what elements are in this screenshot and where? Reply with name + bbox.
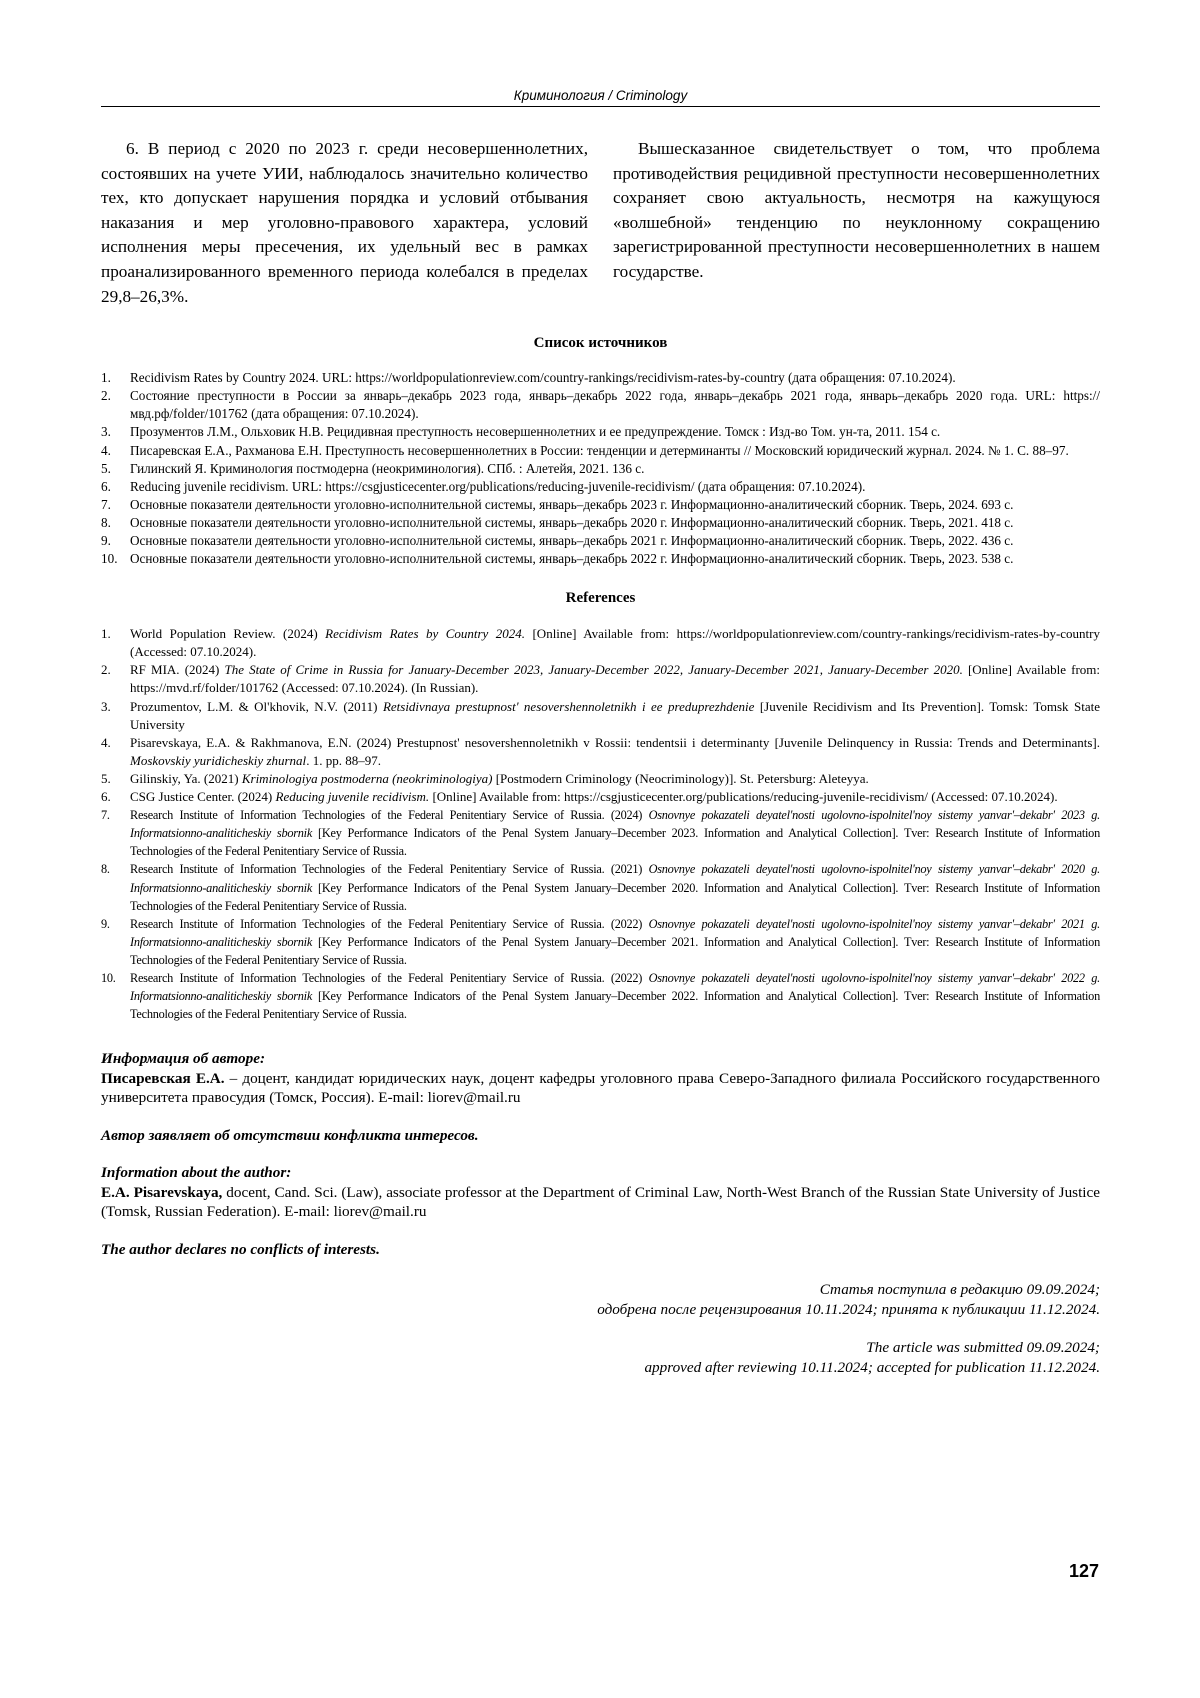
list-item xyxy=(101,423,1100,441)
item-title: Kriminologiya postmoderna (neokriminologiya) xyxy=(242,771,493,786)
item-text: [Juvenile Recidivism and Its Prevention]. Tomsk: Tomsk State University xyxy=(130,699,1100,732)
list-item xyxy=(101,532,1100,550)
list-item xyxy=(101,915,1100,969)
author-info-block xyxy=(101,1049,1100,1259)
dates-en-line1: The article was submitted 09.09.2024; xyxy=(101,1338,1100,1358)
article-dates xyxy=(101,1280,1100,1377)
item-number: 3. xyxy=(101,423,111,441)
list-item xyxy=(101,496,1100,514)
sources-list xyxy=(101,369,1100,568)
references-title: References xyxy=(101,590,1100,607)
item-number: 7. xyxy=(101,806,110,824)
item-number: 10. xyxy=(101,550,117,568)
conflict-statement-ru: Автор заявляет об отсутствии конфликта интересов. xyxy=(101,1126,1100,1146)
item-text: [Key Performance Indicators of the Penal System January–December 2023. Information and Analytical Collection]. Tver: Research Institute of Information Technologies of the Federal Penitentiary Service of Russia. xyxy=(130,826,1100,858)
item-title: Osnovnye pokazateli deyatel'nosti ugolovno-ispolnitel'noy sistemy yanvar'–dekabr' 2023 g. Informatsionno-analiticheskiy sbornik xyxy=(130,808,1100,840)
item-text: Recidivism Rates by Country 2024. URL: https://worldpopulationreview.com/country-rankings/recidivism-rates-by-country (дата обращения: 07.10.2024). xyxy=(130,370,956,385)
page xyxy=(101,88,1100,1377)
author-name-en: E.A. Pisarevskaya, xyxy=(101,1184,222,1201)
item-number: 5. xyxy=(101,460,111,478)
item-text: [Postmodern Criminology (Neocriminology)]. St. Petersburg: Aleteyya. xyxy=(492,771,868,786)
item-text: Основные показатели деятельности уголовно-исполнительной системы, январь–декабрь 2020 г. Информационно-аналитический сборник. Тверь, 2021. 418 с. xyxy=(130,515,1013,530)
item-text: World Population Review. (2024) xyxy=(130,626,325,641)
list-item xyxy=(101,442,1100,460)
item-text: [Key Performance Indicators of the Penal System January–December 2021. Information and Analytical Collection]. Tver: Research Institute of Information Technologies of the Federal Penitentiary Service of Russia. xyxy=(130,935,1100,967)
item-title: Osnovnye pokazateli deyatel'nosti ugolovno-ispolnitel'noy sistemy yanvar'–dekabr' 2021 g. Informatsionno-analiticheskiy sbornik xyxy=(130,917,1100,949)
item-text: [Online] Available from: https://csgjusticecenter.org/publications/reducing-juvenile-recidivism/ (Accessed: 07.10.2024). xyxy=(429,789,1057,804)
item-text: RF MIA. (2024) xyxy=(130,662,225,677)
item-text: CSG Justice Center. (2024) xyxy=(130,789,276,804)
item-number: 6. xyxy=(101,478,111,496)
dates-ru-line1: Статья поступила в редакцию 09.09.2024; xyxy=(101,1280,1100,1300)
list-item xyxy=(101,734,1100,770)
author-info-heading-ru: Информация об авторе: xyxy=(101,1049,1100,1069)
author-details-ru: – доцент, кандидат юридических наук, доцент кафедры уголовного права Северо-Западного филиала Российского государственного университета правосудия (Томск, Россия). E-mail: liorev@mail.ru xyxy=(101,1070,1100,1107)
item-number: 2. xyxy=(101,661,111,679)
item-text: [Online] Available from: https://worldpopulationreview.com/country-rankings/recidivism-rates-by-country (Accessed: 07.10.2024). xyxy=(130,626,1100,659)
running-header: Криминология / Criminology xyxy=(101,88,1100,107)
list-item xyxy=(101,478,1100,496)
item-title: Recidivism Rates by Country 2024. xyxy=(325,626,525,641)
item-text: Research Institute of Information Technologies of the Federal Penitentiary Service of Russia. (2022) xyxy=(130,917,649,931)
author-info-ru xyxy=(101,1069,1100,1108)
list-item xyxy=(101,460,1100,478)
item-text: Прозументов Л.М., Ольховик Н.В. Рецидивная преступность несовершеннолетних и ее предупреждение. Томск : Изд-во Том. ун-та, 2011. 154 с. xyxy=(130,424,940,439)
conflict-statement-en: The author declares no conflicts of interests. xyxy=(101,1240,1100,1260)
item-text: [Online] Available from: https://mvd.rf/folder/101762 (Accessed: 07.10.2024). (In Russian). xyxy=(130,662,1100,695)
body-paragraph-right: Вышесказанное свидетельствует о том, что проблема противодействия рецидивной преступности несовершеннолетних сохраняет свою актуальность, несмотря на кажущуюся «волшебной» тенденцию по неуклонному сокращению зарегистрированной преступности несовершеннолетних в нашем государстве. xyxy=(613,137,1100,309)
item-text: Research Institute of Information Technologies of the Federal Penitentiary Service of Russia. (2024) xyxy=(130,808,649,822)
item-text: Основные показатели деятельности уголовно-исполнительной системы, январь–декабрь 2022 г. Информационно-аналитический сборник. Тверь, 2023. 538 с. xyxy=(130,551,1013,566)
item-text: Писаревская Е.А., Рахманова Е.Н. Преступность несовершеннолетних в России: тенденции и детерминанты // Московский юридический журнал. 2024. № 1. С. 88–97. xyxy=(130,443,1069,458)
list-item xyxy=(101,661,1100,697)
item-text: Reducing juvenile recidivism. URL: https://csgjusticecenter.org/publications/reducing-juvenile-recidivism/ (дата обращения: 07.10.2024). xyxy=(130,479,865,494)
item-text: Основные показатели деятельности уголовно-исполнительной системы, январь–декабрь 2021 г. Информационно-аналитический сборник. Тверь, 2022. 436 с. xyxy=(130,533,1013,548)
list-item xyxy=(101,698,1100,734)
item-number: 1. xyxy=(101,369,111,387)
item-number: 8. xyxy=(101,860,110,878)
item-number: 6. xyxy=(101,788,111,806)
list-item xyxy=(101,806,1100,860)
item-text: Гилинский Я. Криминология постмодерна (неокриминология). СПб. : Алетейя, 2021. 136 с. xyxy=(130,461,644,476)
list-item xyxy=(101,387,1100,423)
item-text: Prozumentov, L.M. & Ol'khovik, N.V. (2011) xyxy=(130,699,383,714)
body-columns xyxy=(101,137,1100,309)
dates-en-line2: approved after reviewing 10.11.2024; accepted for publication 11.12.2024. xyxy=(101,1358,1100,1378)
item-text: . 1. pp. 88–97. xyxy=(306,753,381,768)
item-title: Osnovnye pokazateli deyatel'nosti ugolovno-ispolnitel'noy sistemy yanvar'–dekabr' 2022 g. Informatsionno-analiticheskiy sbornik xyxy=(130,971,1100,1003)
list-item xyxy=(101,514,1100,532)
references-list xyxy=(101,625,1100,1023)
item-text: [Key Performance Indicators of the Penal System January–December 2022. Information and Analytical Collection]. Tver: Research Institute of Information Technologies of the Federal Penitentiary Service of Russia. xyxy=(130,989,1100,1021)
item-text: Основные показатели деятельности уголовно-исполнительной системы, январь–декабрь 2023 г. Информационно-аналитический сборник. Тверь, 2024. 693 с. xyxy=(130,497,1013,512)
body-paragraph-left: 6. В период с 2020 по 2023 г. среди несовершеннолетних, состоявших на учете УИИ, наблюдалось значительно количество тех, кто допускает нарушения порядка и условий отбывания наказания и мер уголовно-правового характера, условий исполнения меры пресечения, их удельный вес в рамках проанализированного временного периода колебался в пределах 29,8–26,3%. xyxy=(101,137,588,309)
list-item xyxy=(101,788,1100,806)
item-text: Gilinskiy, Ya. (2021) xyxy=(130,771,242,786)
item-number: 4. xyxy=(101,442,111,460)
item-title: Osnovnye pokazateli deyatel'nosti ugolovno-ispolnitel'noy sistemy yanvar'–dekabr' 2020 g. Informatsionno-analiticheskiy sbornik xyxy=(130,862,1100,894)
item-title: The State of Crime in Russia for January-December 2023, January-December 2022, January-December 2021, January-December 2020. xyxy=(225,662,963,677)
list-item xyxy=(101,625,1100,661)
item-text: Pisarevskaya, E.A. & Rakhmanova, E.N. (2024) Prestupnost' nesovershennoletnikh v Rossii: tendentsii i determinanty [Juvenile Delinquency in Russia: Trends and Determinants]. xyxy=(130,735,1100,750)
item-number: 2. xyxy=(101,387,111,405)
author-name-ru: Писаревская Е.А. xyxy=(101,1070,225,1087)
item-number: 8. xyxy=(101,514,111,532)
item-number: 4. xyxy=(101,734,111,752)
page-number: 127 xyxy=(1069,1561,1099,1582)
item-title: Moskovskiy yuridicheskiy zhurnal xyxy=(130,753,306,768)
item-title: Retsidivnaya prestupnost' nesovershennoletnikh i ee preduprezhdenie xyxy=(383,699,754,714)
author-info-heading-en: Information about the author: xyxy=(101,1163,1100,1183)
dates-ru-line2: одобрена после рецензирования 10.11.2024; принята к публикации 11.12.2024. xyxy=(101,1300,1100,1320)
list-item xyxy=(101,770,1100,788)
list-item xyxy=(101,369,1100,387)
author-info-en xyxy=(101,1183,1100,1222)
item-text: Research Institute of Information Technologies of the Federal Penitentiary Service of Russia. (2022) xyxy=(130,971,649,985)
item-number: 9. xyxy=(101,915,110,933)
item-text: [Key Performance Indicators of the Penal System January–December 2020. Information and Analytical Collection]. Tver: Research Institute of Information Technologies of the Federal Penitentiary Service of Russia. xyxy=(130,881,1100,913)
item-number: 7. xyxy=(101,496,111,514)
item-number: 3. xyxy=(101,698,111,716)
item-number: 9. xyxy=(101,532,111,550)
list-item xyxy=(101,860,1100,914)
item-text: Research Institute of Information Technologies of the Federal Penitentiary Service of Russia. (2021) xyxy=(130,862,649,876)
list-item xyxy=(101,550,1100,568)
item-number: 1. xyxy=(101,625,111,643)
item-text: Состояние преступности в России за январь–декабрь 2023 года, январь–декабрь 2022 года, январь–декабрь 2021 года, январь–декабрь 2020 года. URL: https://мвд.рф/folder/101762 (дата обращения: 07.10.2024). xyxy=(130,388,1100,421)
author-details-en: docent, Cand. Sci. (Law), associate professor at the Department of Criminal Law, North-West Branch of the Russian State University of Justice (Tomsk, Russian Federation). E-mail: liorev@mail.ru xyxy=(101,1184,1100,1221)
item-title: Reducing juvenile recidivism. xyxy=(276,789,430,804)
item-number: 10. xyxy=(101,969,116,987)
sources-title: Список источников xyxy=(101,335,1100,352)
list-item xyxy=(101,969,1100,1023)
item-number: 5. xyxy=(101,770,111,788)
